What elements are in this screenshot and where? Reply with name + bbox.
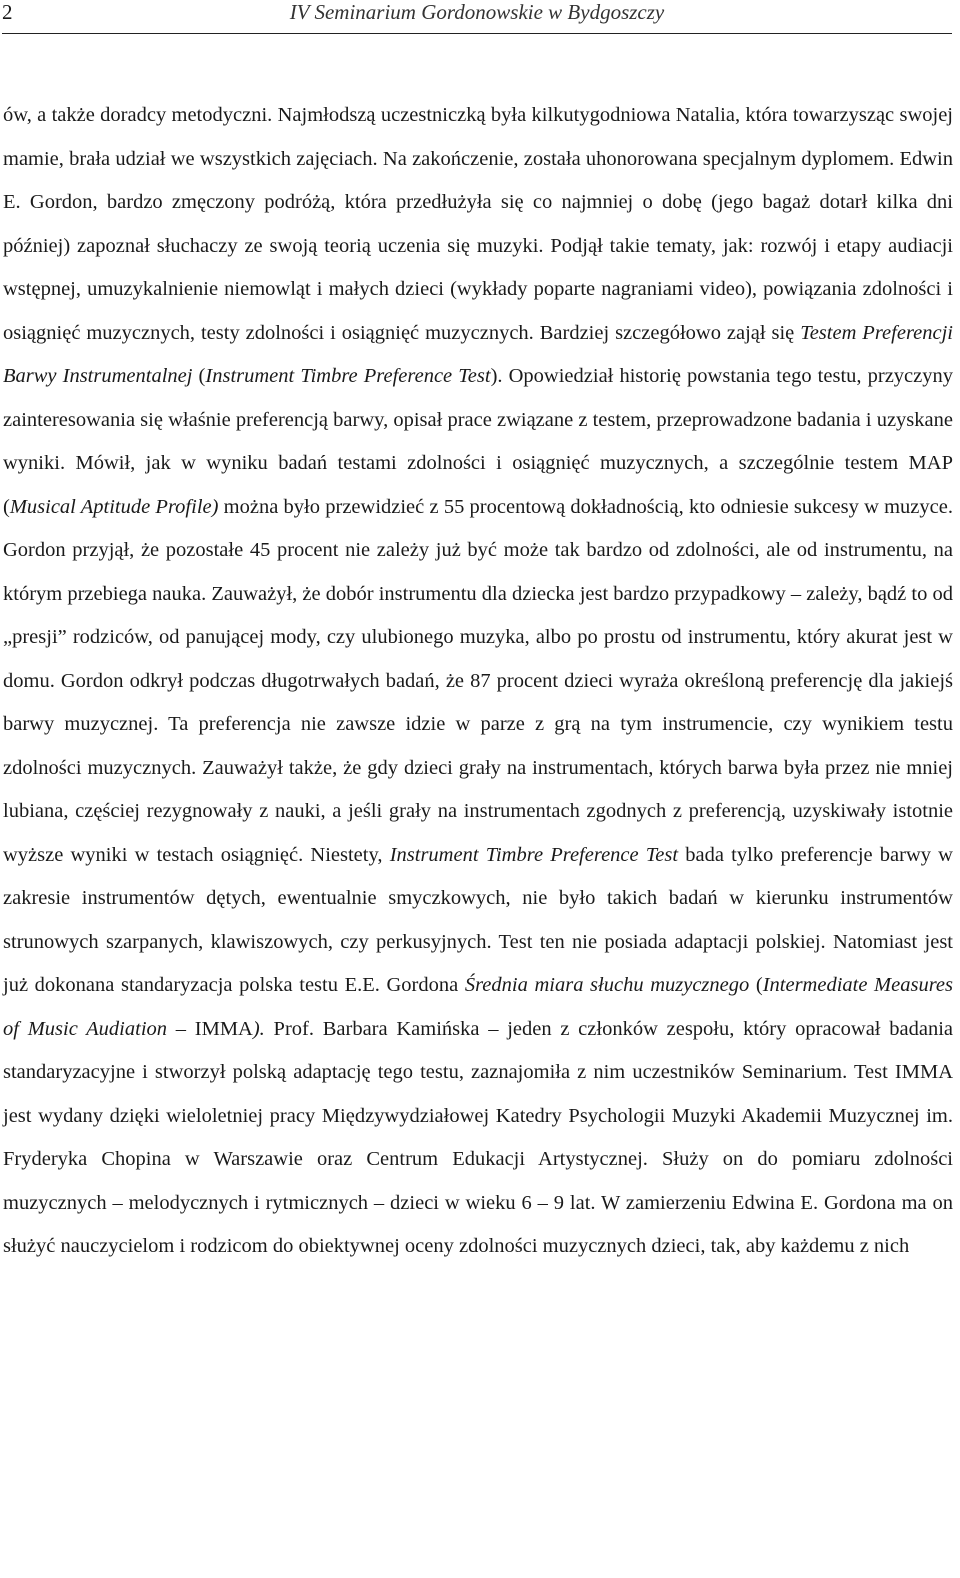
running-title: IV Seminarium Gordonowskie w Bydgoszczy [289, 0, 665, 24]
italic-test-name: Średnia miara słuchu muzycznego [464, 974, 750, 996]
italic-test-name: Instrument Timbre Preference Test [205, 365, 491, 387]
text-segment: bada tylko preferencje barwy w zakresie instrumentów dętych, ewentualnie smyczkowych, nie było takich badań w kierunku instrumentów strunowych szarpanych, klawiszowych, czy perkusyjnych. Test ten nie posiada adaptacji polskiej. Natomiast jest już dokonana standaryzacja polska testu E.E. Gordona [3, 843, 953, 996]
text-segment: Prof. Barbara Kamińska – jeden z członków zespołu, który opracował badania standaryzacyjne i stworzył polską adaptację tego testu, zaznajomiła z nim uczestników Seminarium. Test IMMA jest wydany dzięki wieloletniej pracy Międzywydziałowej Katedry Psychologii Muzyki Akademii Muzycznej im. Fryderyka Chopina w Warszawie oraz Centrum Edukacji Artystycznej. Służy on do pomiaru zdolności muzycznych – melodycznych i rytmicznych – dzieci w wieku 6 – 9 lat. W zamierzeniu Edwina E. Gordona ma on służyć nauczycielom i rodzicom do obiektywnej oceny zdolności muzycznych dzieci, tak, aby każdemu z nich [3, 1017, 953, 1257]
page-header [2, 0, 952, 34]
italic-punctuation: ). [252, 1017, 265, 1040]
text-segment: można było przewidzieć z 55 procentową dokładnością, kto odniesie sukcesy w muzyce. Gordon przyjął, że pozostałe 45 procent nie zależy już być może tak bardzo od zdolności, ale od instrumentu, na którym przebiega nauka. Zauważył, że dobór instrumentu dla dziecka jest bardzo przypadkowy – zależy, bądź to od „presji” rodziców, od panującej mody, czy ulubionego muzyka, albo po prostu od instrumentu, który akurat jest w domu. Gordon odkrył podczas długotrwałych badań, że 87 procent dzieci wyraża określoną preferencję dla jakiejś barwy muzycznej. Ta preferencja nie zawsze idzie w parze z grą na tym instrumencie, czy wynikiem testu zdolności muzycznych. Zauważył także, że gdy dzieci grały na instrumentach, których barwa była przez nie mniej lubiana, częściej rezygnowały z nauki, a jeśli grały na instrumentach zgodnych z preferencją, uzyskiwały istotnie wyższe wyniki w testach osiągnięć. Niestety, [3, 495, 953, 866]
text-segment: ). Opowiedział historię powstania tego testu, przyczyny zainteresowania się właśnie preferencją barwy, opisał prace związane z testem, przeprowadzone badania i uzyskane wyniki. Mówił, jak w wyniku badań testami zdolności i osiągnięć muzycznych, a szczególnie testem MAP ( [3, 365, 954, 518]
italic-test-name: Musical Aptitude Profile) [9, 495, 219, 518]
text-segment: – IMMA [167, 1017, 253, 1040]
text-segment: ów, a także doradcy metodyczni. Najmłodszą uczestniczką była kilkutygodniowa Natalia, która towarzysząc swojej mamie, brała udział we wszystkich zajęciach. Na zakończenie, została uhonorowana specjalnym dyplomem. Edwin E. Gordon, bardzo zmęczony podróżą, która przedłużyła się co najmniej o dobę (jego bagaż dotarł kilka dni później) zapoznał słuchaczy ze swoją teorią uczenia się muzyki. Podjął takie tematy, jak: rozwój i etapy audiacji wstępnej, umuzykalnienie niemowląt i małych dzieci (wykłady poparte nagraniami video), powiązania zdolności i osiągnięć muzycznych, testy zdolności i osiągnięć muzycznych. Bardziej szczegółowo zajął się [3, 104, 953, 344]
text-segment: ( [749, 974, 763, 996]
italic-test-name: Instrument Timbre Preference Test [389, 843, 679, 866]
italic-test-name: Intermediate Measures of Music Audiation [3, 974, 954, 1040]
italic-test-name: Testem Preferencji Barwy Instrumentalnej [3, 321, 953, 387]
text-segment: ( [192, 365, 206, 387]
page-number: 2 [2, 0, 13, 24]
body-paragraph [3, 94, 953, 1269]
